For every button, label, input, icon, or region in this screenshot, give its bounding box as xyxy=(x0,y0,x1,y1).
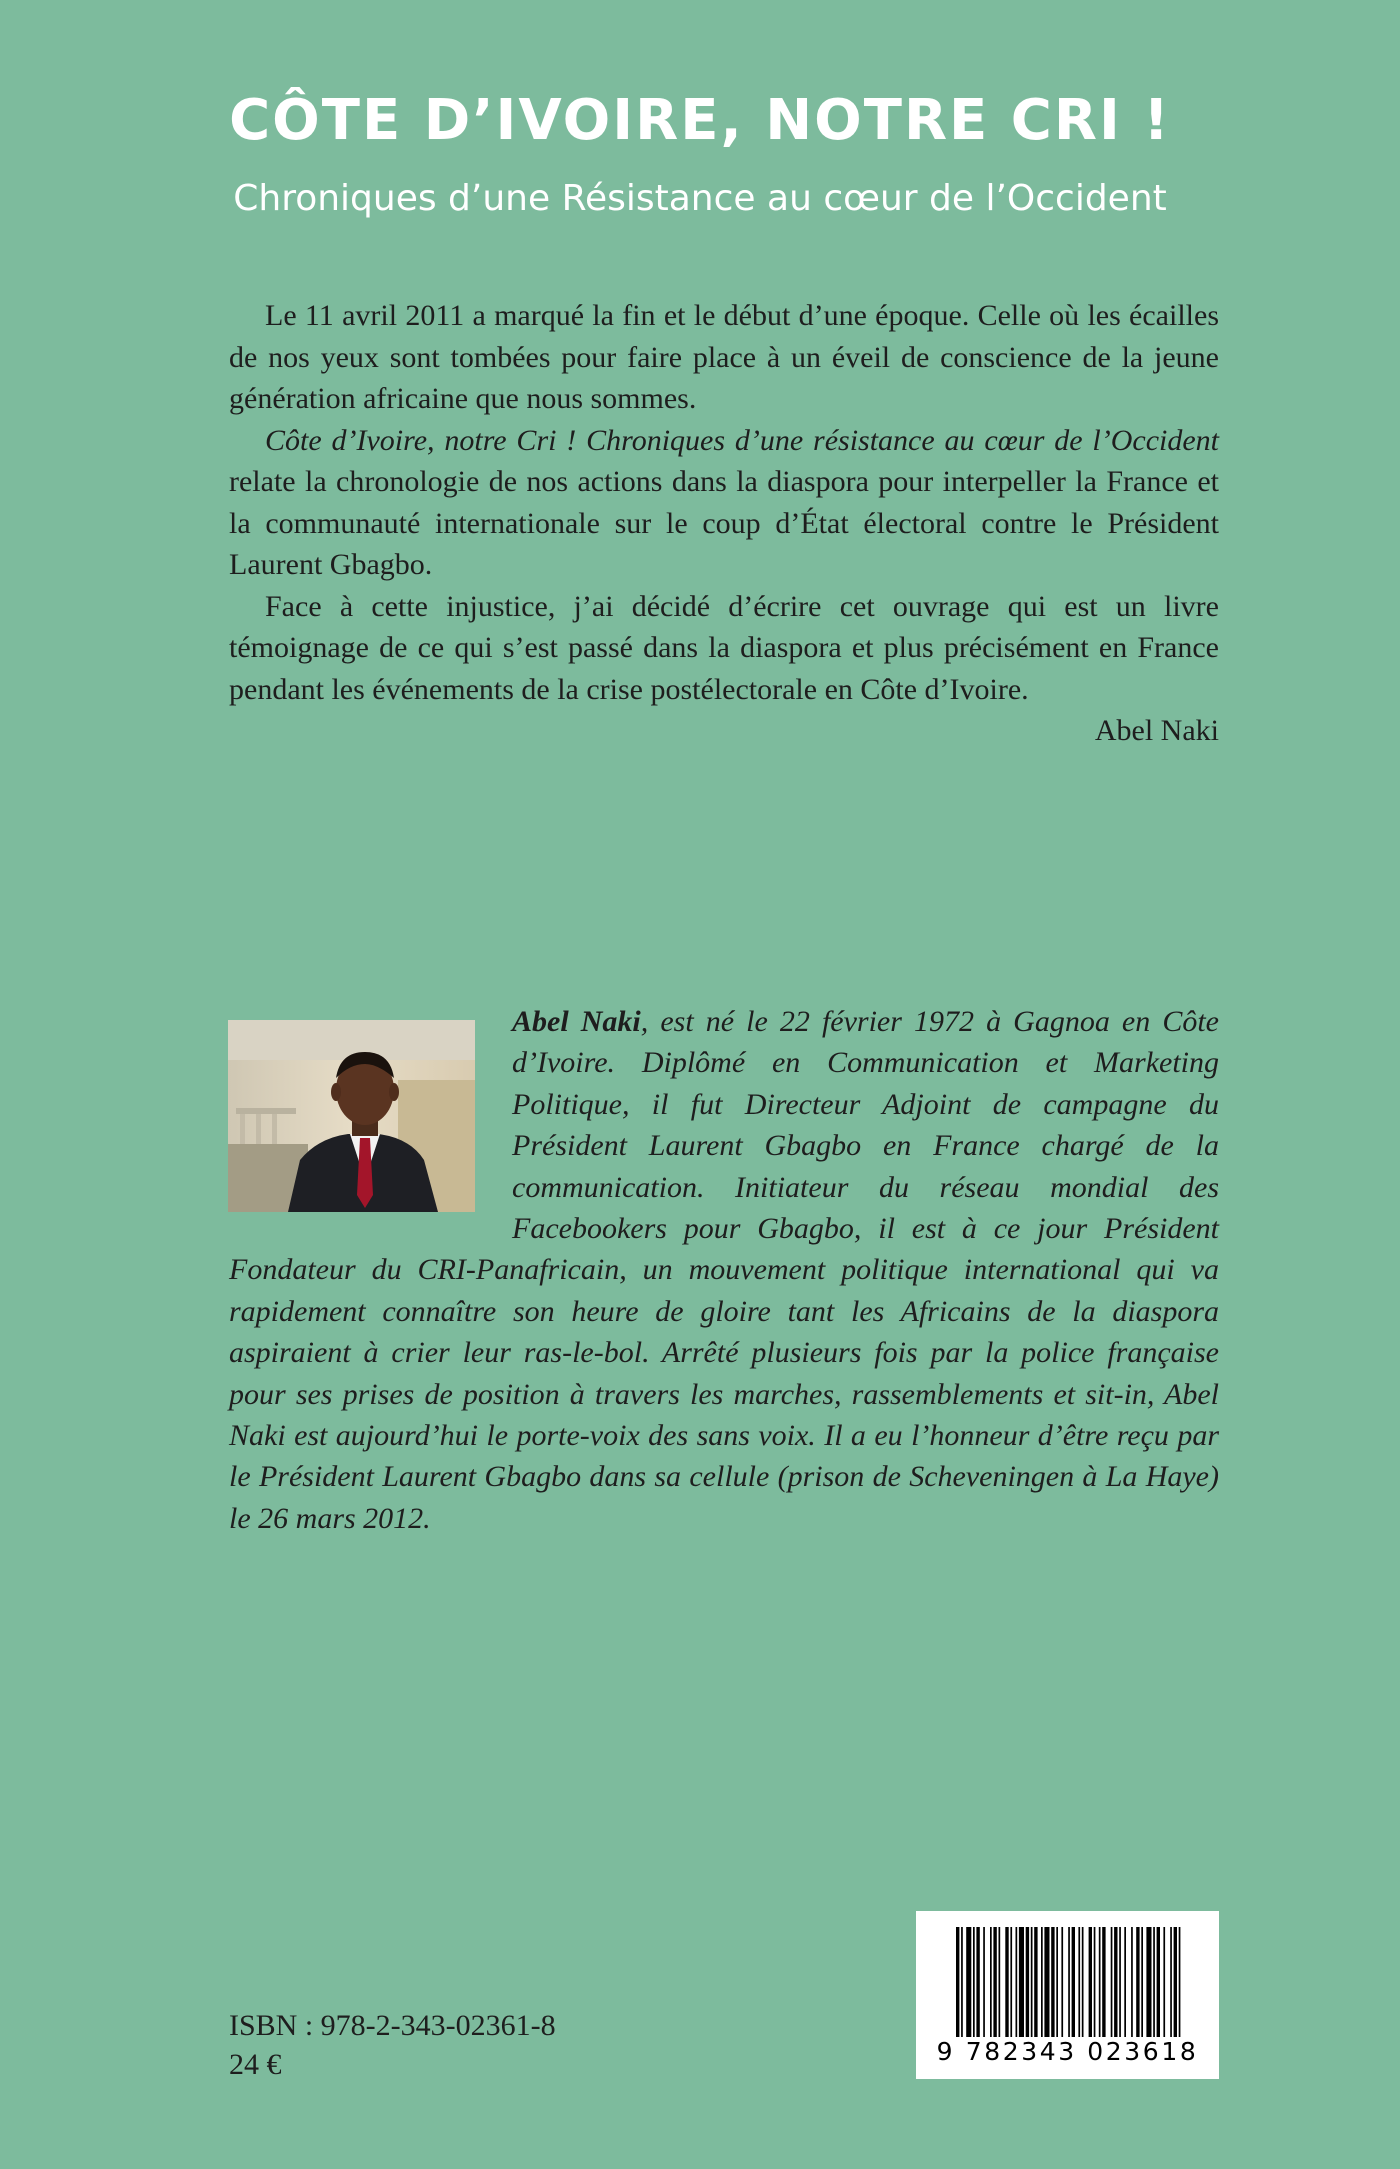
barcode xyxy=(916,1911,1219,2079)
barcode-bar xyxy=(993,1927,996,2037)
barcode-bar xyxy=(990,1927,992,2037)
barcode-bar xyxy=(1016,1927,1018,2037)
author-bio-text: , est né le 22 février 1972 à Gagnoa en Côte d’Ivoire. Diplômé en Communication et Marketing Politique, il fut Directeur Adjoint de campagne du Président Laurent Gbagbo en France chargé de la communication. Initiateur du réseau mondial des Facebookers pour Gbagbo, il est à ce jour Président Fondateur du CRI-Panafricain, un mouvement politique international qui va rapidement connaître son heure de gloire tant les Africains de la diaspora aspiraient à crier leur ras-le-bol. Arrêté plusieurs fois par la police française pour ses prises de position à travers les marches, rassemblements et sit-in, Abel Naki est aujourd’hui le porte-voix des sans voix. Il a eu l’honneur d’être reçu par le Président Laurent Gbagbo dans sa cellule (prison de Scheveningen à La Haye) le 26 mars 2012. xyxy=(229,1005,1219,1535)
barcode-bar xyxy=(1102,1927,1105,2037)
blurb-paragraph-1: Le 11 avril 2011 a marqué la fin et le début d’une époque. Celle où les écailles de nos yeux sont tombées pour faire place à un éveil de conscience de la jeune génération africaine que nous sommes. xyxy=(229,299,1219,415)
barcode-digits: 9 782343 023618 xyxy=(936,2037,1199,2066)
barcode-bar xyxy=(961,1927,963,2037)
isbn-label: ISBN : 978-2-343-02361-8 xyxy=(229,2009,556,2042)
barcode-bar xyxy=(1010,1927,1012,2037)
barcode-bar xyxy=(956,1927,959,2037)
barcode-bar xyxy=(1153,1927,1155,2037)
barcode-bar xyxy=(1078,1927,1080,2037)
author-bio xyxy=(229,1001,1219,1539)
barcode-bar xyxy=(1163,1927,1165,2037)
barcode-bar xyxy=(1136,1927,1139,2037)
barcode-bar xyxy=(1094,1927,1096,2037)
barcode-bar xyxy=(1072,1927,1075,2037)
barcode-bar xyxy=(1141,1927,1143,2037)
book-title: CÔTE D’IVOIRE, NOTRE CRI ! xyxy=(229,88,1171,153)
blurb-paragraph-2-text: relate la chronologie de nos actions dans la diaspora pour interpeller la France et la communauté internationale sur le coup d’État électoral contre le Président Laurent Gbagbo. xyxy=(229,465,1219,581)
barcode-bar xyxy=(1099,1927,1101,2037)
barcode-bar xyxy=(1179,1927,1181,2037)
blurb-paragraph-3: Face à cette injustice, j’ai décidé d’écrire cet ouvrage qui est un livre témoignage de ce qui s’est passé dans la diaspora et plus précisément en France pendant les événements de la crise postélectorale en Côte d’Ivoire. xyxy=(229,589,1219,706)
barcode-bar xyxy=(1031,1927,1033,2037)
barcode-bar xyxy=(973,1927,975,2037)
barcode-bar xyxy=(1111,1927,1113,2037)
photo-float-spacer xyxy=(229,1001,512,1249)
barcode-bar xyxy=(1019,1927,1024,2037)
barcode-bar xyxy=(1068,1927,1070,2037)
barcode-bar xyxy=(1124,1927,1126,2037)
barcode-bar xyxy=(1114,1927,1117,2037)
barcode-bar xyxy=(1157,1927,1160,2037)
barcode-bar xyxy=(1170,1927,1172,2037)
price-label: 24 € xyxy=(229,2048,282,2081)
author-name: Abel Naki xyxy=(512,1005,641,1038)
barcode-bar xyxy=(1131,1927,1133,2037)
barcode-bar xyxy=(1034,1927,1037,2037)
barcode-bar xyxy=(1005,1927,1008,2037)
barcode-bar xyxy=(1061,1927,1063,2037)
barcode-bar xyxy=(1174,1927,1177,2037)
barcode-bar xyxy=(976,1927,979,2037)
barcode-bar xyxy=(1056,1927,1058,2037)
barcode-bar xyxy=(1146,1927,1151,2037)
barcode-bar xyxy=(999,1927,1001,2037)
barcode-bar xyxy=(1089,1927,1092,2037)
barcode-bar xyxy=(1041,1927,1043,2037)
barcode-bar xyxy=(1082,1927,1084,2037)
barcode-bar xyxy=(1026,1927,1029,2037)
barcode-bar xyxy=(1119,1927,1121,2037)
barcode-bar xyxy=(983,1927,985,2037)
barcode-bar xyxy=(966,1927,971,2037)
blurb-paragraph-2 xyxy=(229,420,1219,586)
barcode-bar xyxy=(1051,1927,1054,2037)
blurb-signature: Abel Naki xyxy=(1094,714,1219,747)
book-subtitle: Chroniques d’une Résistance au cœur de l’Occident xyxy=(233,178,1167,219)
blurb-book-title-italic: Côte d’Ivoire, notre Cri ! Chroniques d’une résistance au cœur de l’Occident xyxy=(265,423,1219,457)
barcode-bar xyxy=(1044,1927,1049,2037)
back-cover-blurb xyxy=(229,295,1219,752)
